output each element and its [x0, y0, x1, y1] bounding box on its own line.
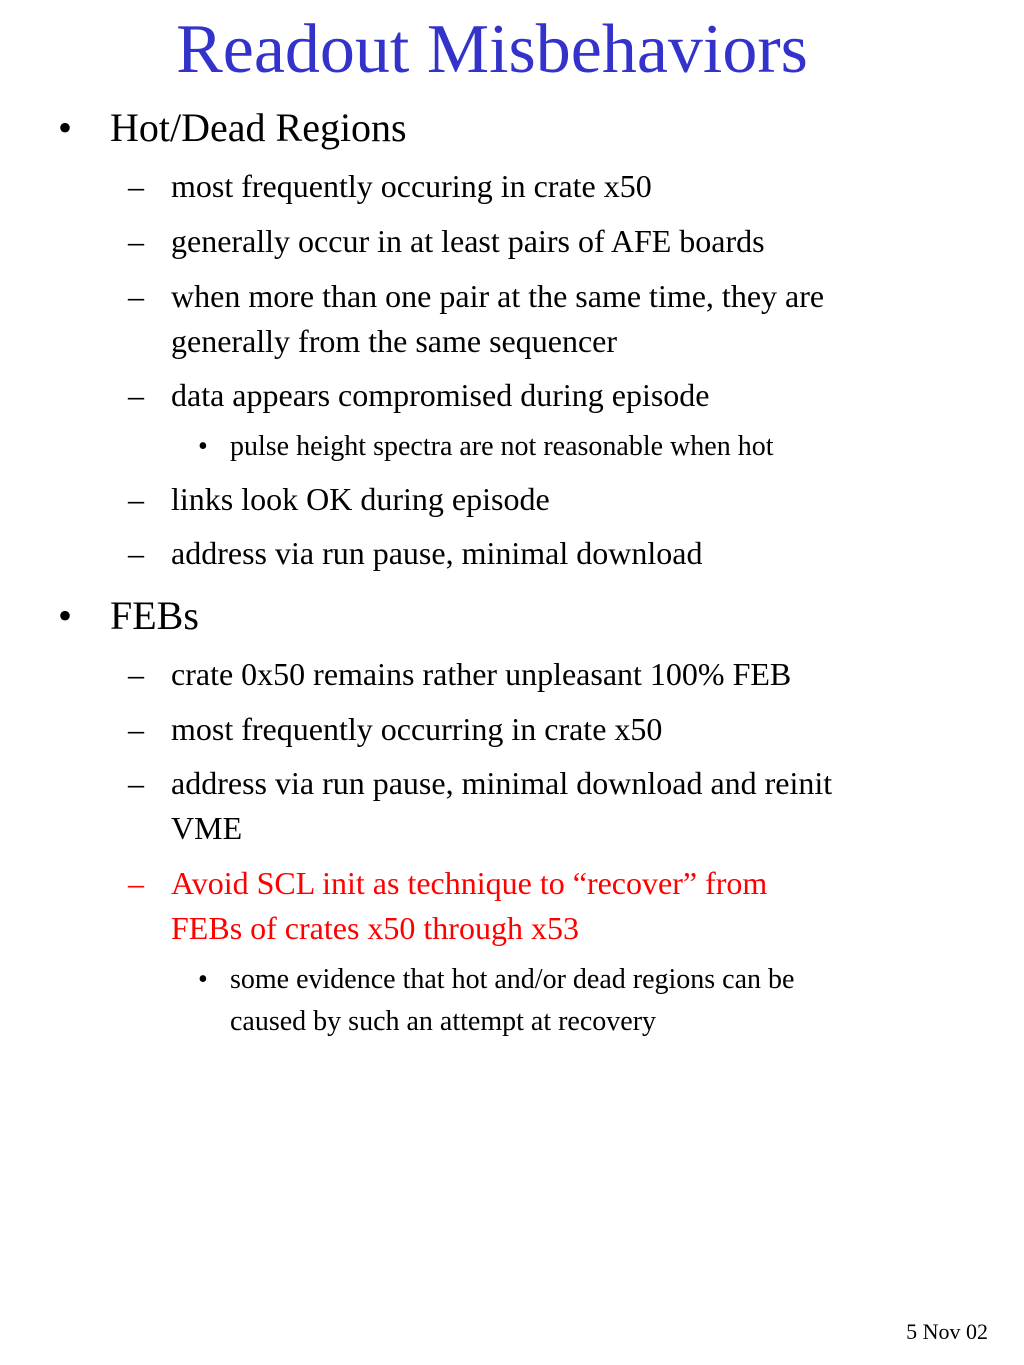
dash-marker: – [128, 535, 144, 571]
dash-marker: – [128, 278, 144, 314]
highlighted-list-item: Avoid SCL init as technique to “recover” from [171, 865, 768, 901]
bullet-marker: • [198, 431, 208, 462]
list-item-continuation: generally from the same sequencer [171, 323, 618, 359]
list-item: address via run pause, minimal download and reinit [171, 765, 833, 801]
list-item: when more than one pair at the same time, they are [171, 278, 825, 314]
list-item: generally occur in at least pairs of AFE boards [171, 223, 765, 259]
bullet-marker: • [198, 964, 208, 995]
footer-date: 5 Nov 02 [906, 1319, 988, 1344]
list-item: address via run pause, minimal download [171, 535, 703, 571]
dash-marker: – [128, 168, 144, 204]
sub-list-item: some evidence that hot and/or dead regions can be [230, 964, 795, 995]
list-item-continuation: VME [171, 810, 243, 846]
dash-marker: – [128, 377, 144, 413]
sub-list-item: pulse height spectra are not reasonable when hot [230, 431, 774, 462]
list-item: most frequently occuring in crate x50 [171, 168, 652, 204]
list-item: links look OK during episode [171, 481, 550, 517]
dash-marker: – [128, 765, 144, 801]
slide-title: Readout Misbehaviors [176, 11, 808, 88]
section-heading-febs: FEBs [110, 593, 199, 638]
bullet-marker: • [58, 593, 73, 638]
sub-list-item-continuation: caused by such an attempt at recovery [230, 1006, 657, 1037]
list-item: most frequently occurring in crate x50 [171, 711, 663, 747]
dash-marker-highlight: – [128, 865, 144, 901]
section-heading-hot-dead-regions: Hot/Dead Regions [110, 105, 407, 150]
highlighted-list-item-continuation: FEBs of crates x50 through x53 [171, 910, 579, 946]
dash-marker: – [128, 656, 144, 692]
dash-marker: – [128, 481, 144, 517]
list-item: data appears compromised during episode [171, 377, 710, 413]
dash-marker: – [128, 711, 144, 747]
bullet-marker: • [58, 105, 73, 150]
dash-marker: – [128, 223, 144, 259]
list-item: crate 0x50 remains rather unpleasant 100% FEB [171, 656, 792, 692]
